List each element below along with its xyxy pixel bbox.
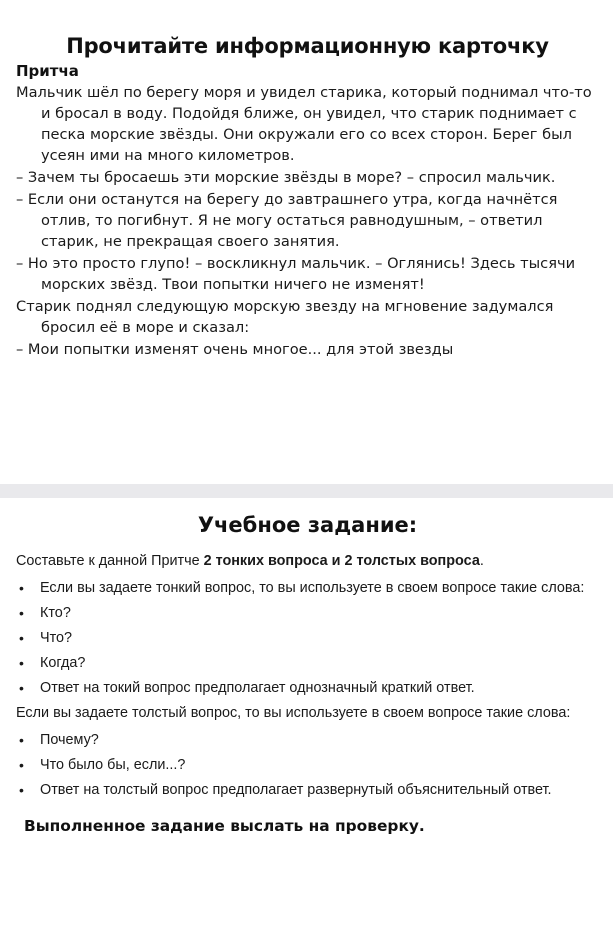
list-item: • Почему?	[16, 730, 599, 751]
list-item: • Когда?	[16, 653, 599, 674]
task-intro	[16, 551, 599, 572]
list-item: • Что?	[16, 628, 599, 649]
task-intro-suffix: .	[479, 553, 484, 569]
parable-paragraph: Старик поднял следующую морскую звезду на мгновение задумался бросил её в море и сказал:	[16, 298, 554, 336]
parable-paragraph: – Если они останутся на берегу до завтрашнего утра, когда начнётся отлив, то погибнут. Я не могу остаться равнодушным, – ответил старик, не прекращая своего занятия.	[16, 191, 558, 250]
thick-question-list	[16, 730, 599, 801]
card-separator	[0, 484, 613, 498]
thick-question-intro: Если вы задаете толстый вопрос, то вы используете в своем вопросе такие слова:	[16, 705, 571, 721]
parable-title: Притча	[16, 62, 79, 80]
parable-paragraph: Мальчик шёл по берегу моря и увидел старика, который поднимал что-то и бросал в воду. Подойдя ближе, он увидел, что старик поднимает с песка морские звёзды. Они окружали его со всех сторон. Берег был усеян ими на много километров.	[16, 84, 592, 164]
parable-paragraph: – Мои попытки изменят очень многое... для этой звезды	[16, 341, 454, 358]
task-card	[0, 498, 613, 925]
card-title: Прочитайте информационную карточку	[66, 34, 549, 58]
final-instruction: Выполненное задание выслать на проверку.	[24, 817, 425, 835]
thin-question-list	[16, 578, 599, 699]
list-item: • Кто?	[16, 603, 599, 624]
task-intro-prefix: Составьте к данной Притче	[16, 553, 204, 569]
parable-paragraph: – Зачем ты бросаешь эти морские звёзды в море? – спросил мальчик.	[16, 169, 556, 186]
list-item: • Что было бы, если...?	[16, 755, 599, 776]
parable-paragraph: – Но это просто глупо! – воскликнул мальчик. – Оглянись! Здесь тысячи морских звёзд. Твои попытки ничего не изменят!	[16, 255, 576, 293]
list-item: • Если вы задаете тонкий вопрос, то вы используете в своем вопросе такие слова:	[16, 578, 599, 599]
list-item: • Ответ на токий вопрос предполагает однозначный краткий ответ.	[16, 678, 599, 699]
task-intro-bold: 2 тонких вопроса и 2 толстых вопроса	[203, 553, 480, 569]
list-item: • Ответ на толстый вопрос предполагает развернутый объяснительный ответ.	[16, 780, 599, 801]
task-title: Учебное задание:	[197, 513, 418, 537]
